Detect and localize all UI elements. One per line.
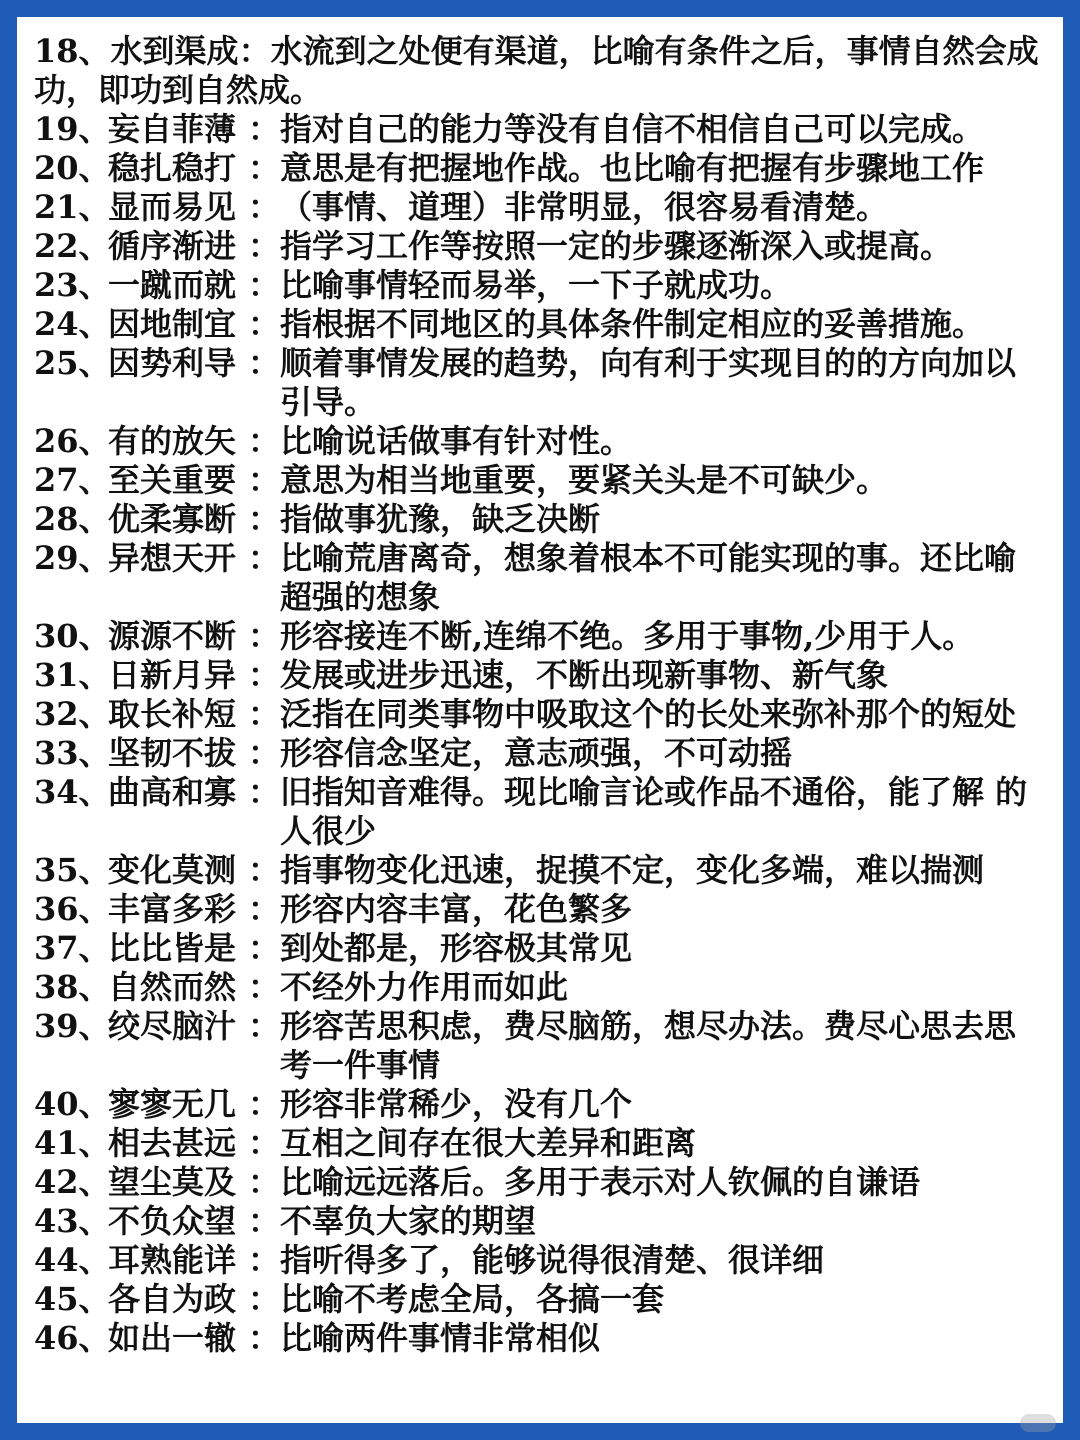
entry-number: 38、 bbox=[34, 968, 111, 1006]
idiom-definition: 顺着事情发展的趋势，向有利于实现目的的方向加以引导。 bbox=[280, 344, 1017, 421]
idiom-term: 有的放矢 bbox=[108, 422, 237, 460]
idiom-entry-26 bbox=[34, 422, 1063, 461]
idiom-definition: 不经外力作用而如此 bbox=[280, 968, 569, 1006]
idiom-term: 寥寥无几 bbox=[108, 1085, 237, 1123]
idiom-definition: 比喻事情轻而易举，一下子就成功。 bbox=[280, 266, 793, 304]
idiom-entry-20 bbox=[34, 149, 1063, 188]
entry-number: 23、 bbox=[34, 266, 111, 304]
idiom-term: 因地制宜 bbox=[108, 305, 237, 343]
idiom-entry-45 bbox=[34, 1280, 1063, 1319]
entry-number: 25、 bbox=[34, 344, 111, 382]
entry-number: 44、 bbox=[34, 1241, 111, 1279]
idiom-term: 因势利导 bbox=[108, 344, 237, 382]
idiom-term: 如出一辙 bbox=[108, 1319, 237, 1357]
idiom-term: 显而易见 bbox=[108, 188, 237, 226]
idiom-term: 稳扎稳打 bbox=[108, 149, 237, 187]
idiom-definition: 形容接连不断,连绵不绝。多用于事物,少用于人。 bbox=[280, 617, 975, 655]
entry-number: 46、 bbox=[34, 1319, 111, 1357]
entry-colon: ： bbox=[248, 695, 281, 733]
idiom-term: 各自为政 bbox=[108, 1280, 237, 1318]
entry-number: 26、 bbox=[34, 422, 111, 460]
idiom-entry-35 bbox=[34, 851, 1063, 890]
idiom-term: 变化莫测 bbox=[108, 851, 237, 889]
idiom-term: 异想天开 bbox=[108, 539, 237, 577]
idiom-term: 绞尽脑汁 bbox=[108, 1007, 237, 1045]
idiom-list-sheet bbox=[17, 17, 1063, 1423]
entry-number: 43、 bbox=[34, 1202, 111, 1240]
idiom-entry-19 bbox=[34, 110, 1063, 149]
idiom-entry-37 bbox=[34, 929, 1063, 968]
idiom-term: 耳熟能详 bbox=[108, 1241, 237, 1279]
entry-colon: ： bbox=[248, 851, 281, 889]
idiom-term: 相去甚远 bbox=[108, 1124, 237, 1162]
idiom-entry-36 bbox=[34, 890, 1063, 929]
idiom-definition: 形容非常稀少，没有几个 bbox=[280, 1085, 633, 1123]
entry-colon: ： bbox=[248, 968, 281, 1006]
entry-number: 39、 bbox=[34, 1007, 111, 1045]
idiom-definition: 指做事犹豫，缺乏决断 bbox=[280, 500, 601, 538]
entry-number: 27、 bbox=[34, 461, 111, 499]
entry-colon: ： bbox=[248, 1319, 281, 1357]
entry-colon: ： bbox=[248, 539, 281, 577]
entry-colon: ： bbox=[248, 500, 281, 538]
idiom-term: 至关重要 bbox=[108, 461, 237, 499]
entry-colon: ： bbox=[248, 734, 281, 772]
entry-number: 41、 bbox=[34, 1124, 111, 1162]
entry-number: 33、 bbox=[34, 734, 111, 772]
idiom-definition: 比喻说话做事有针对性。 bbox=[280, 422, 633, 460]
entry-colon: ： bbox=[248, 305, 281, 343]
idiom-entry-32 bbox=[34, 695, 1063, 734]
idiom-entry-39 bbox=[34, 1007, 1063, 1085]
idiom-entry-34 bbox=[34, 773, 1063, 851]
entry-number: 36、 bbox=[34, 890, 111, 928]
entry-colon: ： bbox=[238, 32, 271, 70]
entry-number: 21、 bbox=[34, 188, 111, 226]
idiom-entry-44 bbox=[34, 1241, 1063, 1280]
idiom-definition: 到处都是，形容极其常见 bbox=[280, 929, 633, 967]
entry-colon: ： bbox=[248, 890, 281, 928]
idiom-term: 不负众望 bbox=[108, 1202, 237, 1240]
watermark-logo-icon bbox=[1020, 1414, 1056, 1432]
idiom-entry-28 bbox=[34, 500, 1063, 539]
idiom-definition: 泛指在同类事物中吸取这个的长处来弥补那个的短处 bbox=[280, 695, 1017, 733]
idiom-definition: （事情、道理）非常明显，很容易看清楚。 bbox=[280, 188, 889, 226]
entry-colon: ： bbox=[248, 422, 281, 460]
entry-number: 24、 bbox=[34, 305, 111, 343]
entry-number: 40、 bbox=[34, 1085, 111, 1123]
entry-colon: ： bbox=[248, 461, 281, 499]
entry-colon: ： bbox=[248, 1280, 281, 1318]
entry-number: 28、 bbox=[34, 500, 111, 538]
idiom-term: 一蹴而就 bbox=[108, 266, 237, 304]
idiom-entry-31 bbox=[34, 656, 1063, 695]
idiom-term: 曲高和寡 bbox=[108, 773, 237, 811]
entry-number: 29、 bbox=[34, 539, 111, 577]
idiom-term: 水到渠成 bbox=[110, 32, 239, 70]
idiom-term: 坚韧不拔 bbox=[108, 734, 237, 772]
idiom-definition: 比喻两件事情非常相似 bbox=[280, 1319, 601, 1357]
entry-colon: ： bbox=[248, 1163, 281, 1201]
entry-number: 37、 bbox=[34, 929, 111, 967]
idiom-definition: 意思为相当地重要，要紧关头是不可缺少。 bbox=[280, 461, 889, 499]
entry-colon: ： bbox=[248, 1085, 281, 1123]
idiom-term: 望尘莫及 bbox=[108, 1163, 237, 1201]
entry-number: 31、 bbox=[34, 656, 111, 694]
idiom-entry-23 bbox=[34, 266, 1063, 305]
idiom-definition: 比喻远远落后。多用于表示对人钦佩的自谦语 bbox=[280, 1163, 921, 1201]
entry-colon: ： bbox=[248, 1202, 281, 1240]
entry-colon: ： bbox=[248, 617, 281, 655]
idiom-entry-42 bbox=[34, 1163, 1063, 1202]
idiom-definition: 旧指知音难得。现比喻言论或作品不通俗，能了解 的人很少 bbox=[280, 773, 1028, 850]
idiom-entry-21 bbox=[34, 188, 1063, 227]
idiom-definition: 指对自己的能力等没有自信不相信自己可以完成。 bbox=[280, 110, 985, 148]
idiom-definition: 比喻荒唐离奇，想象着根本不可能实现的事。还比喻超强的想象 bbox=[280, 539, 1017, 616]
entry-colon: ： bbox=[248, 929, 281, 967]
idiom-definition: 发展或进步迅速，不断出现新事物、新气象 bbox=[280, 656, 889, 694]
idiom-entry-22 bbox=[34, 227, 1063, 266]
idiom-term: 丰富多彩 bbox=[108, 890, 237, 928]
entry-colon: ： bbox=[248, 773, 281, 811]
idiom-definition: 指根据不同地区的具体条件制定相应的妥善措施。 bbox=[280, 305, 985, 343]
idiom-definition: 指事物变化迅速，捉摸不定，变化多端，难以揣测 bbox=[280, 851, 985, 889]
idiom-entry-29 bbox=[34, 539, 1063, 617]
idiom-term: 妄自菲薄 bbox=[108, 110, 237, 148]
entry-number: 32、 bbox=[34, 695, 111, 733]
idiom-term: 自然而然 bbox=[108, 968, 237, 1006]
entry-colon: ： bbox=[248, 344, 281, 382]
entry-number: 20、 bbox=[34, 149, 111, 187]
idiom-definition: 指听得多了，能够说得很清楚、很详细 bbox=[280, 1241, 825, 1279]
idiom-entry-30 bbox=[34, 617, 1063, 656]
entry-number: 42、 bbox=[34, 1163, 111, 1201]
idiom-definition: 指学习工作等按照一定的步骤逐渐深入或提高。 bbox=[280, 227, 953, 265]
entry-colon: ： bbox=[248, 1007, 281, 1045]
entry-colon: ： bbox=[248, 1124, 281, 1162]
idiom-definition: 意思是有把握地作战。也比喻有把握有步骤地工作 bbox=[280, 149, 985, 187]
entry-colon: ： bbox=[248, 266, 281, 304]
idiom-definition: 水流到之处便有渠道，比喻有条件之后，事情自然会成功，即功到自然成。 bbox=[34, 32, 1039, 109]
entry-colon: ： bbox=[248, 656, 281, 694]
idiom-entry-41 bbox=[34, 1124, 1063, 1163]
entry-number: 30、 bbox=[34, 617, 111, 655]
entry-number: 35、 bbox=[34, 851, 111, 889]
idiom-entry-27 bbox=[34, 461, 1063, 500]
idiom-definition: 互相之间存在很大差异和距离 bbox=[280, 1124, 697, 1162]
idiom-entry-24 bbox=[34, 305, 1063, 344]
idiom-definition: 形容内容丰富，花色繁多 bbox=[280, 890, 633, 928]
idiom-term: 源源不断 bbox=[108, 617, 237, 655]
entry-colon: ： bbox=[248, 188, 281, 226]
entry-number: 34、 bbox=[34, 773, 111, 811]
idiom-entry-33 bbox=[34, 734, 1063, 773]
entry-number: 18、 bbox=[34, 32, 111, 70]
idiom-entry-38 bbox=[34, 968, 1063, 1007]
entry-colon: ： bbox=[248, 110, 281, 148]
idiom-term: 取长补短 bbox=[108, 695, 237, 733]
entry-colon: ： bbox=[248, 1241, 281, 1279]
idiom-term: 优柔寡断 bbox=[108, 500, 237, 538]
entry-colon: ： bbox=[248, 227, 281, 265]
idiom-entry-46 bbox=[34, 1319, 1063, 1358]
idiom-entry-43 bbox=[34, 1202, 1063, 1241]
idiom-term: 日新月异 bbox=[108, 656, 237, 694]
entry-number: 22、 bbox=[34, 227, 111, 265]
idiom-term: 比比皆是 bbox=[108, 929, 237, 967]
idiom-term: 循序渐进 bbox=[108, 227, 237, 265]
entry-colon: ： bbox=[248, 149, 281, 187]
idiom-definition: 比喻不考虑全局，各搞一套 bbox=[280, 1280, 665, 1318]
idiom-entry-25 bbox=[34, 344, 1063, 422]
entry-number: 19、 bbox=[34, 110, 111, 148]
idiom-entry-40 bbox=[34, 1085, 1063, 1124]
idiom-definition: 不辜负大家的期望 bbox=[280, 1202, 537, 1240]
entry-number: 45、 bbox=[34, 1280, 111, 1318]
idiom-entry-18 bbox=[34, 32, 1063, 110]
idiom-definition: 形容信念坚定，意志顽强，不可动摇 bbox=[280, 734, 793, 772]
idiom-definition: 形容苦思积虑，费尽脑筋，想尽办法。费尽心思去思考一件事情 bbox=[280, 1007, 1017, 1084]
